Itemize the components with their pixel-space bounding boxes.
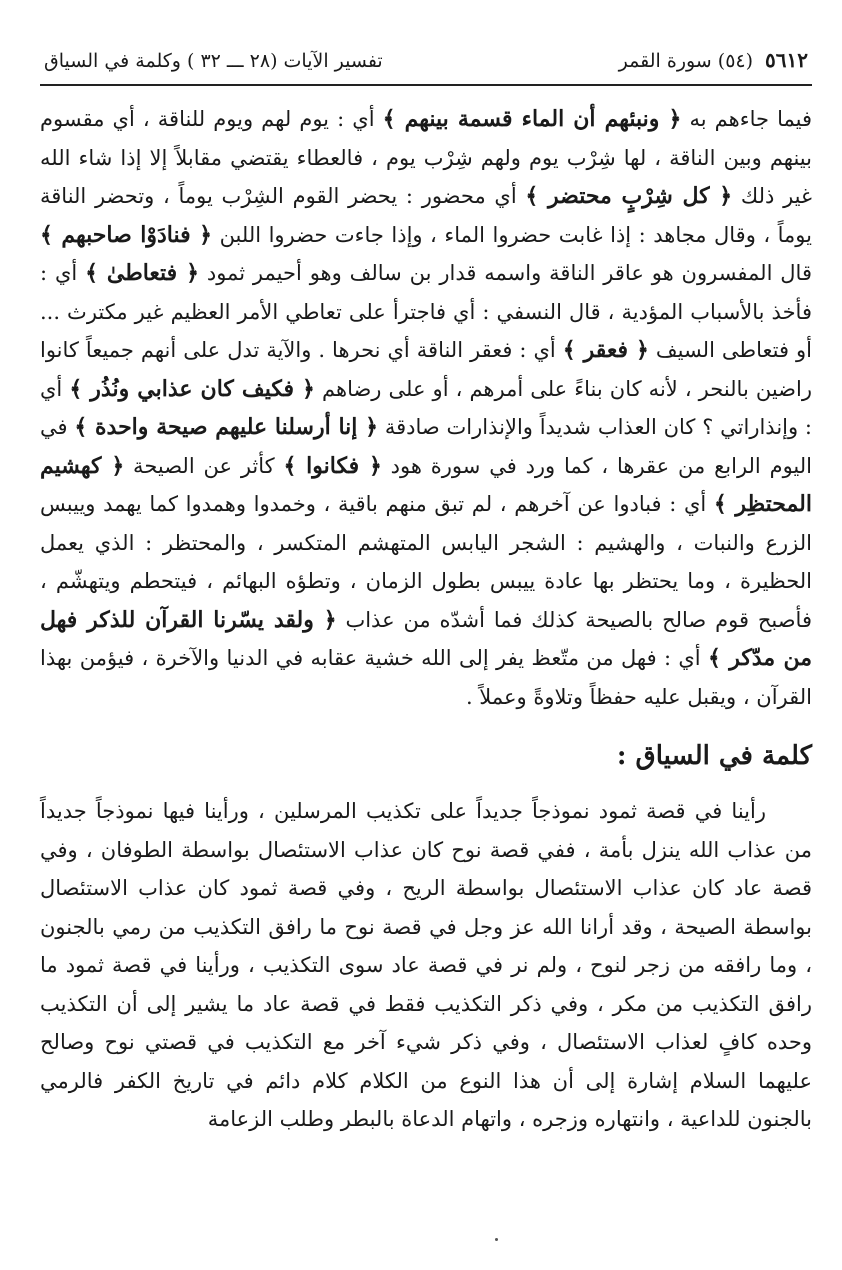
- text-segment: في اليوم الرابع من عقرها ، كما ورد في سورة هود: [40, 415, 813, 478]
- text-segment: أي : فبادوا عن آخرهم ، لم تبق منهم باقية ، وخمدوا وهمدوا كما يهمد وييبس الزرع والنبات ، والهشيم : الشجر اليابس المتهشم المتكسر ، والمحتظر : الذي يعمل الحظيرة ، وما يحتظر بها عادة ييبس بطول الزمان ، وتطؤه البهائم ، فيتحطم ويتهشّم ، فأصبح قوم صالح بالصيحة كذلك فما أشدّه من عذاب: [40, 492, 812, 632]
- tafsir-paragraph: [40, 100, 812, 716]
- quran-verse: ﴿ فتعاطىٰ ﴾: [85, 260, 199, 286]
- quran-verse: ﴿ كل شِرْبٍ محتضر ﴾: [525, 183, 733, 209]
- section-paragraph: رأينا في قصة ثمود نموذجاً جديداً على تكذيب المرسلين ، ورأينا فيها نموذجاً جديداً من عذاب الله ينزل بأمة ، ففي قصة نوح كان عذاب الاستئصال بواسطة الطوفان ، وفي قصة عاد كان عذاب الاستئصال بواسطة الريح ، وفي قصة ثمود كان عذاب الاستئصال بواسطة الصيحة ، وقد أرانا الله عز وجل في قصة نوح ما رافق التكذيب من رمي بالجنون ، وما رافقه من زجر لنوح ، ولم نر في قصة عاد سوى التكذيب ، ورأينا في قصة ثمود ما رافق التكذيب من مكر ، وفي ذكر التكذيب فقط في قصة عاد ما يشير إلى أن التكذيب وحده كافٍ لعذاب الاستئصال ، وفي ذكر شيء آخر مع التكذيب في قصتي نوح وصالح عليهما السلام إشارة إلى أن هذا النوع من الكلام كلام دائم في تاريخ الكفر فالرمي بالجنون للداعية ، وانتهاره وزجره ، واتهام الدعاة بالبطر وطلب الزعامة: [40, 799, 812, 1131]
- quran-verse: ﴿ ولقد يسّرنا القرآن للذكر فهل من مدّكر ﴾: [40, 606, 812, 671]
- quran-verse: ﴿ فكيف كان عذابي ونُذُر ﴾: [69, 375, 315, 402]
- quran-verse: ﴿ كهشيم المحتظِر ﴾: [40, 452, 812, 517]
- quran-verse: ﴿ فعقر ﴾: [562, 337, 649, 363]
- text-segment: أي : يوم لهم ويوم للناقة ، أي مقسوم بينهم وبين الناقة ، لها شِرْب يوم ولهم شِرْب يوم ، فالعطاء يقتضي مقابلاً إلا إذا شاء الله غير ذلك: [40, 107, 812, 208]
- text-segment: فيما جاءهم به: [681, 107, 812, 131]
- text-segment: أي : فأخذ بالأسباب المؤدية ، قال النسفي : أي فاجترأ على تعاطي الأمر العظيم غير مكترث ... أو فتعاطى السيف: [40, 261, 812, 362]
- text-segment: أي : فعقر الناقة أي نحرها . والآية تدل على أنهم جميعاً كانوا راضين بالنحر ، لأنه كان بناءً على أمرهم ، أو على رضاهم: [40, 338, 812, 401]
- text-segment: أي محضور : يحضر القوم الشِرْب يوماً ، وتحضر الناقة يوماً ، وقال مجاهد : إذا غابت حضروا الماء ، وإذا جاءت حضروا اللبن: [40, 184, 812, 247]
- text-segment: قال المفسرون هو عاقر الناقة واسمه قدار بن سالف وهو أحيمر ثمود: [198, 261, 812, 285]
- surah-reference: (٥٤) سورة القمر: [618, 50, 754, 72]
- quran-verse: ﴿ فكانوا ﴾: [283, 452, 382, 479]
- text-segment: أي : وإنذاراتي ؟ كان العذاب شديداً والإنذارات صادقة: [40, 376, 813, 439]
- header-right: [619, 48, 808, 72]
- running-header: [40, 48, 812, 86]
- tafsir-text: [40, 100, 812, 716]
- page-mark: [495, 1238, 498, 1241]
- quran-verse: ﴿ فنادَوْا صاحبهم ﴾: [40, 221, 213, 248]
- page-number: ٥٦١٢: [765, 48, 808, 72]
- text-segment: كأثر عن الصيحة: [124, 453, 284, 478]
- quran-verse: ﴿ ونبئهم أن الماء قسمة بينهم ﴾: [382, 106, 682, 132]
- text-segment: أي : فهل من متّعظ يفر إلى الله خشية عقابه في الدنيا والآخرة ، فيؤمن بهذا القرآن ، ويقبل عليه حفظاً وتلاوةً وعملاً .: [40, 646, 812, 709]
- section-heading: كلمة في السياق :: [616, 741, 812, 771]
- header-topic: تفسير الآيات (٢٨ ـــ ٣٢ ) وكلمة في السياق: [44, 50, 383, 72]
- quran-verse: ﴿ إنا أرسلنا عليهم صيحة واحدة ﴾: [74, 414, 379, 440]
- book-page: [40, 48, 812, 1139]
